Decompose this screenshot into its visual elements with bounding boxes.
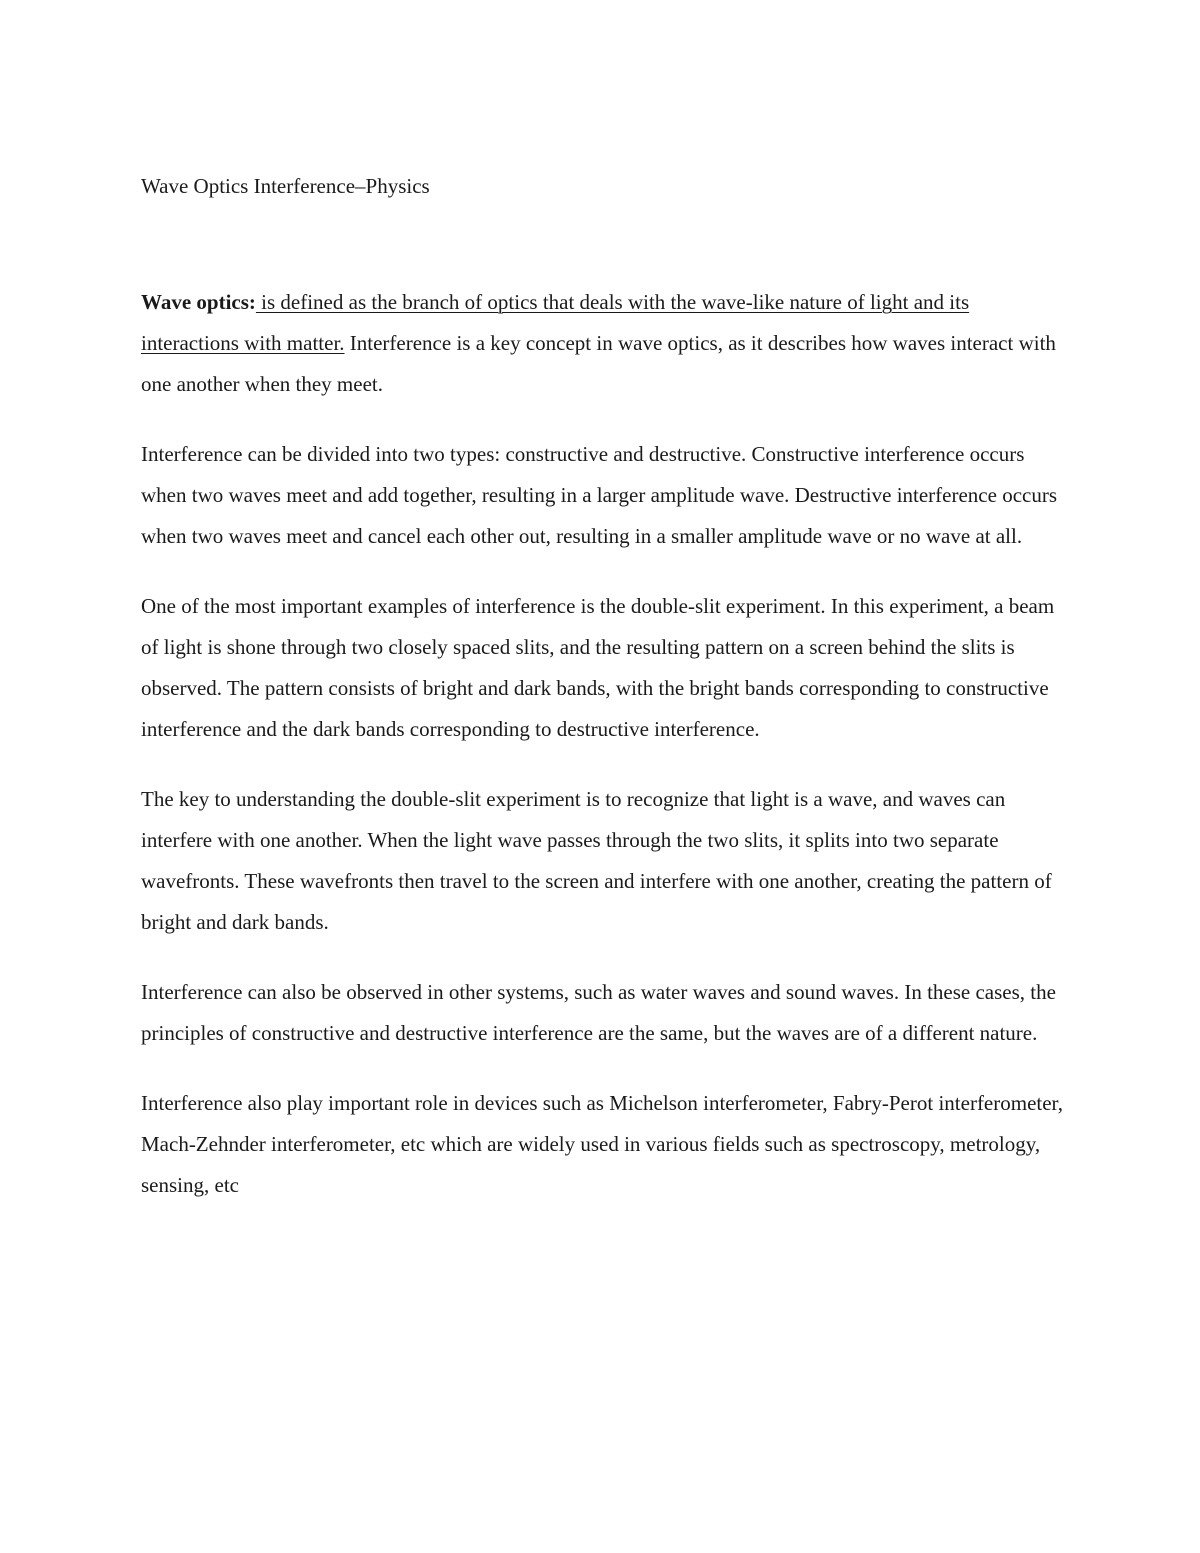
paragraph-devices: Interference also play important role in devices such as Michelson interferometer, Fabry-Perot interferometer, Mach-Zehnder interferometer, etc which are widely used in various fields such as spectroscopy, metrology, sensing, etc (141, 1091, 1063, 1197)
definition-paragraph (141, 282, 1066, 405)
paragraph-double-slit: One of the most important examples of interference is the double-slit experiment. In this experiment, a beam of light is shone through two closely spaced slits, and the resulting pattern on a screen behind the slits is observed. The pattern consists of bright and dark bands, with the bright bands corresponding to constructive interference and the dark bands corresponding to destructive interference. (141, 594, 1055, 741)
definition-rest-text: Interference is a key concept in wave optics, as it describes how waves interact with one another when they meet. (141, 331, 1056, 396)
definition-term: Wave optics: (141, 290, 256, 314)
definition-underlined-text: is defined as the branch of optics that deals with the wave-like nature of light and its interactions with matter. (141, 290, 970, 355)
document-body (141, 282, 1066, 1235)
document-title: Wave Optics Interference–Physics (141, 174, 430, 198)
paragraph-key-understanding: The key to understanding the double-slit experiment is to recognize that light is a wave, and waves can interfere with one another. When the light wave passes through the two slits, it splits into two separate wavefronts. These wavefronts then travel to the screen and interfere with one another, creating the pattern of bright and dark bands. (141, 787, 1052, 934)
paragraph-interference-types: Interference can be divided into two types: constructive and destructive. Constructive interference occurs when two waves meet and add together, resulting in a larger amplitude wave. Destructive interference occurs when two waves meet and cancel each other out, resulting in a smaller amplitude wave or no wave at all. (141, 442, 1058, 548)
paragraph-other-systems: Interference can also be observed in other systems, such as water waves and sound waves. In these cases, the principles of constructive and destructive interference are the same, but the waves are of a different nature. (141, 980, 1056, 1045)
